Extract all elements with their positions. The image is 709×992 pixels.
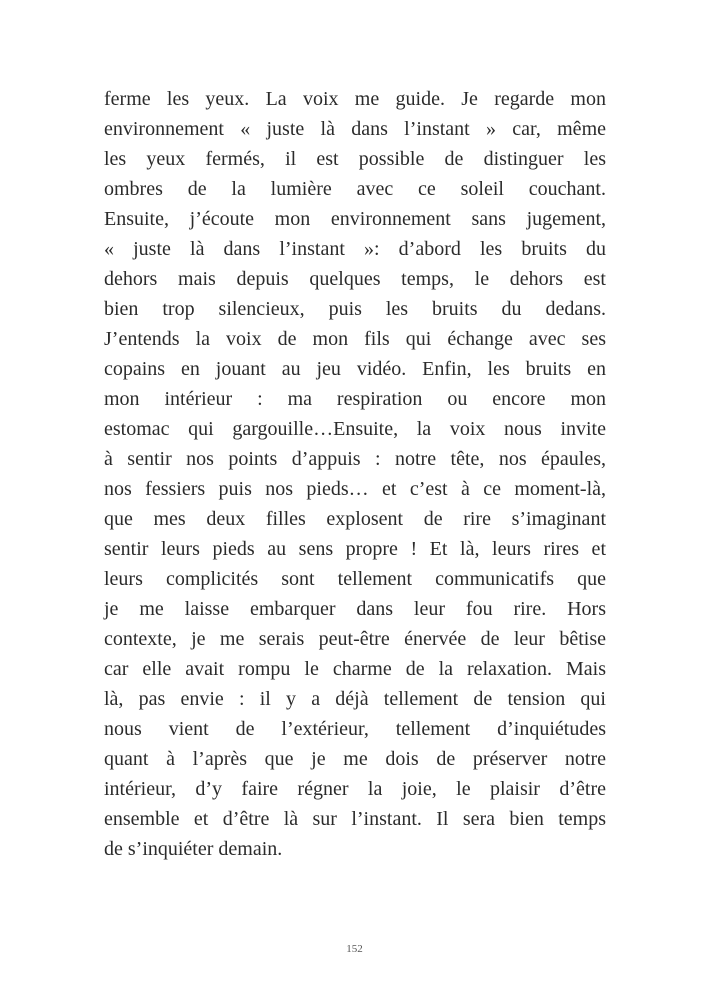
text-line: quant à l’après que je me dois de préserver notre — [104, 748, 606, 770]
text-line: là, pas envie : il y a déjà tellement de tension qui — [104, 688, 606, 710]
text-line: environnement « juste là dans l’instant » car, même — [104, 118, 606, 140]
text-line: estomac qui gargouille…Ensuite, la voix nous invite — [104, 418, 606, 440]
text-line: leurs complicités sont tellement communicatifs que — [104, 568, 606, 590]
text-line: « juste là dans l’instant »: d’abord les bruits du — [104, 238, 606, 260]
text-line: sentir leurs pieds au sens propre ! Et là, leurs rires et — [104, 538, 606, 560]
body-text — [104, 84, 606, 864]
text-line: Ensuite, j’écoute mon environnement sans jugement, — [104, 208, 606, 230]
text-line: intérieur, d’y faire régner la joie, le plaisir d’être — [104, 778, 606, 800]
text-line: ensemble et d’être là sur l’instant. Il sera bien temps — [104, 808, 606, 830]
text-line: ferme les yeux. La voix me guide. Je regarde mon — [104, 88, 606, 110]
text-line: les yeux fermés, il est possible de distinguer les — [104, 148, 606, 170]
text-line: car elle avait rompu le charme de la relaxation. Mais — [104, 658, 606, 680]
page-number: 152 — [346, 943, 363, 955]
text-line: nos fessiers puis nos pieds… et c’est à ce moment-là, — [104, 478, 606, 500]
text-line: mon intérieur : ma respiration ou encore mon — [104, 388, 606, 410]
text-line: que mes deux filles explosent de rire s’imaginant — [104, 508, 606, 530]
text-line: J’entends la voix de mon fils qui échange avec ses — [104, 328, 606, 350]
text-line: je me laisse embarquer dans leur fou rire. Hors — [104, 598, 606, 620]
text-line: nous vient de l’extérieur, tellement d’inquiétudes — [104, 718, 606, 740]
text-line: contexte, je me serais peut-être énervée de leur bêtise — [104, 628, 606, 650]
text-line: à sentir nos points d’appuis : notre tête, nos épaules, — [104, 448, 606, 470]
text-line: dehors mais depuis quelques temps, le dehors est — [104, 268, 606, 290]
text-line: copains en jouant au jeu vidéo. Enfin, les bruits en — [104, 358, 606, 380]
text-line-last: de s’inquiéter demain. — [104, 838, 283, 860]
text-line: ombres de la lumière avec ce soleil couchant. — [104, 178, 606, 200]
text-line: bien trop silencieux, puis les bruits du dedans. — [104, 298, 606, 320]
